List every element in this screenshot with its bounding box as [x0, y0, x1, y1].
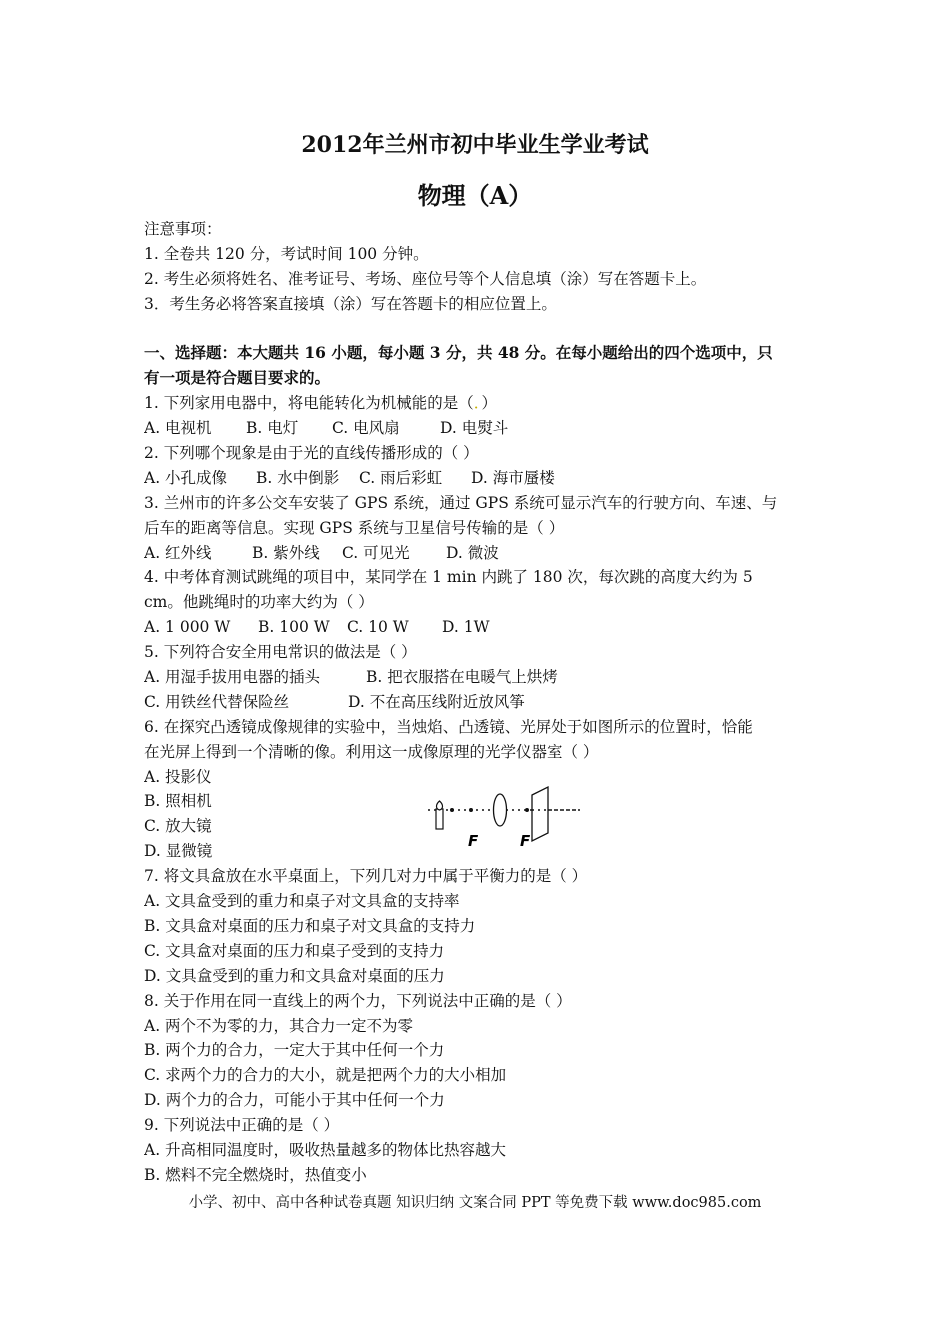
- question-3-stem: 3. 兰州市的许多公交车安装了 GPS 系统，通过 GPS 系统可显示汽车的行驶方向、车速、与: [144, 493, 778, 512]
- question-5-options-cd: [144, 690, 810, 715]
- question-5-stem: 5. 下列符合安全用电常识的做法是（ ）: [144, 643, 417, 662]
- question-6-stem: 6. 在探究凸透镜成像规律的实验中，当烛焰、凸透镜、光屏处于如图所示的位置时，恰能: [144, 717, 753, 736]
- option-c: C. 求两个力的合力的大小，就是把两个力的大小相加: [144, 1066, 507, 1085]
- question-4-stem-cont: cm。他跳绳时的功率大约为（ ）: [144, 593, 374, 612]
- notes-heading: 注意事项：: [144, 220, 222, 238]
- focus-label-left: F: [468, 832, 479, 850]
- option-a: A. 投影仪: [144, 767, 212, 786]
- option-a: A. 两个不为零的力，其合力一定不为零: [144, 1016, 414, 1035]
- option-a: A. 红外线: [144, 543, 212, 562]
- section-heading-cont: 有一项是符合题目要求的。: [144, 368, 331, 388]
- exam-title: 2012年兰州市初中毕业生学业考试: [301, 132, 649, 158]
- marker-dot: ．: [473, 394, 482, 413]
- option-b: B. 照相机: [144, 792, 212, 811]
- focal-point-right: [525, 808, 529, 812]
- option-c: C. 可见光: [342, 543, 410, 562]
- question-4-stem: 4. 中考体育测试跳绳的项目中，某同学在 1 min 内跳了 180 次，每次跳的高度大约为 5: [144, 568, 753, 587]
- option-c: C. 雨后彩虹: [359, 468, 443, 487]
- option-d: D. 不在高压线附近放风筝: [348, 692, 525, 711]
- option-d: D. 两个力的合力，可能小于其中任何一个力: [144, 1091, 445, 1110]
- option-c: C. 电风扇: [332, 419, 400, 438]
- option-b: B. 水中倒影: [256, 468, 340, 487]
- question-1-options: [144, 416, 810, 441]
- option-a: A. 文具盒受到的重力和桌子对文具盒的支持率: [144, 892, 460, 911]
- exam-content: [144, 217, 810, 1188]
- question-6-stem-cont: 在光屏上得到一个清晰的像。利用这一成像原理的光学仪器室（ ）: [144, 742, 599, 761]
- light-screen: [532, 787, 548, 841]
- question-2-stem: 2. 下列哪个现象是由于光的直线传播形成的（ ）: [144, 444, 479, 463]
- question-5-options-ab: [144, 665, 810, 690]
- option-d: D. 显微镜: [144, 842, 213, 861]
- note-item: 2. 考生必须将姓名、准考证号、考场、座位号等个人信息填（涂）写在答题卡上。: [144, 269, 707, 288]
- option-b: B. 紫外线: [252, 543, 320, 562]
- lens-diagram: [428, 783, 588, 851]
- option-b: B. 文具盒对桌面的压力和桌子对文具盒的支持力: [144, 916, 476, 935]
- option-c: C. 10 W: [347, 618, 409, 637]
- question-2-options: [144, 466, 810, 491]
- candle-body: [436, 809, 443, 829]
- option-c: C. 放大镜: [144, 817, 212, 836]
- question-3-options: [144, 541, 810, 566]
- option-b: B. 100 W: [258, 618, 330, 637]
- option-a: A. 1 000 W: [144, 618, 231, 637]
- option-c: C. 用铁丝代替保险丝: [144, 692, 290, 711]
- option-b: B. 把衣服搭在电暖气上烘烤: [366, 668, 558, 687]
- note-item: 3．考生务必将答案直接填（涂）写在答题卡的相应位置上。: [144, 294, 557, 313]
- exam-subtitle: 物理（A）: [417, 181, 533, 210]
- option-a: A. 升高相同温度时，吸收热量越多的物体比热容越大: [144, 1140, 507, 1159]
- question-3-stem-cont: 后车的距离等信息。实现 GPS 系统与卫星信号传输的是（ ）: [144, 518, 565, 537]
- question-9-stem: 9. 下列说法中正确的是（ ）: [144, 1116, 340, 1135]
- option-b: B. 电灯: [246, 419, 299, 438]
- question-8-stem: 8. 关于作用在同一直线上的两个力，下列说法中正确的是（ ）: [144, 991, 572, 1010]
- option-b: B. 两个力的合力，一定大于其中任何一个力: [144, 1041, 445, 1060]
- option-b: B. 燃料不完全燃烧时，热值变小: [144, 1165, 367, 1184]
- question-4-options: [144, 615, 810, 640]
- option-d: D. 微波: [446, 543, 499, 562]
- option-a: A. 电视机: [144, 419, 212, 438]
- candle-flame: [436, 801, 442, 810]
- section-heading: 一、选择题：本大题共 16 小题，每小题 3 分，共 48 分。在每小题给出的四个选项中，只: [144, 343, 773, 363]
- page-footer: 小学、初中、高中各种试卷真题 知识归纳 文案合同 PPT 等免费下载 www.doc985.com: [188, 1195, 762, 1211]
- option-d: D. 1W: [442, 618, 490, 637]
- option-a: A. 用湿手拔用电器的插头: [144, 668, 321, 687]
- note-item: 1. 全卷共 120 分，考试时间 100 分钟。: [144, 244, 429, 263]
- option-d: D. 文具盒受到的重力和文具盒对桌面的压力: [144, 966, 445, 985]
- question-7-stem: 7. 将文具盒放在水平桌面上，下列几对力中属于平衡力的是（ ）: [144, 867, 588, 886]
- option-d: D. 海市蜃楼: [471, 468, 555, 487]
- option-d: D. 电熨斗: [440, 419, 509, 438]
- option-a: A. 小孔成像: [144, 468, 228, 487]
- focus-label-right: F: [520, 832, 531, 850]
- option-c: C. 文具盒对桌面的压力和桌子受到的支持力: [144, 941, 445, 960]
- question-1-stem: 1. 下列家用电器中，将电能转化为机械能的是（．）: [144, 394, 497, 413]
